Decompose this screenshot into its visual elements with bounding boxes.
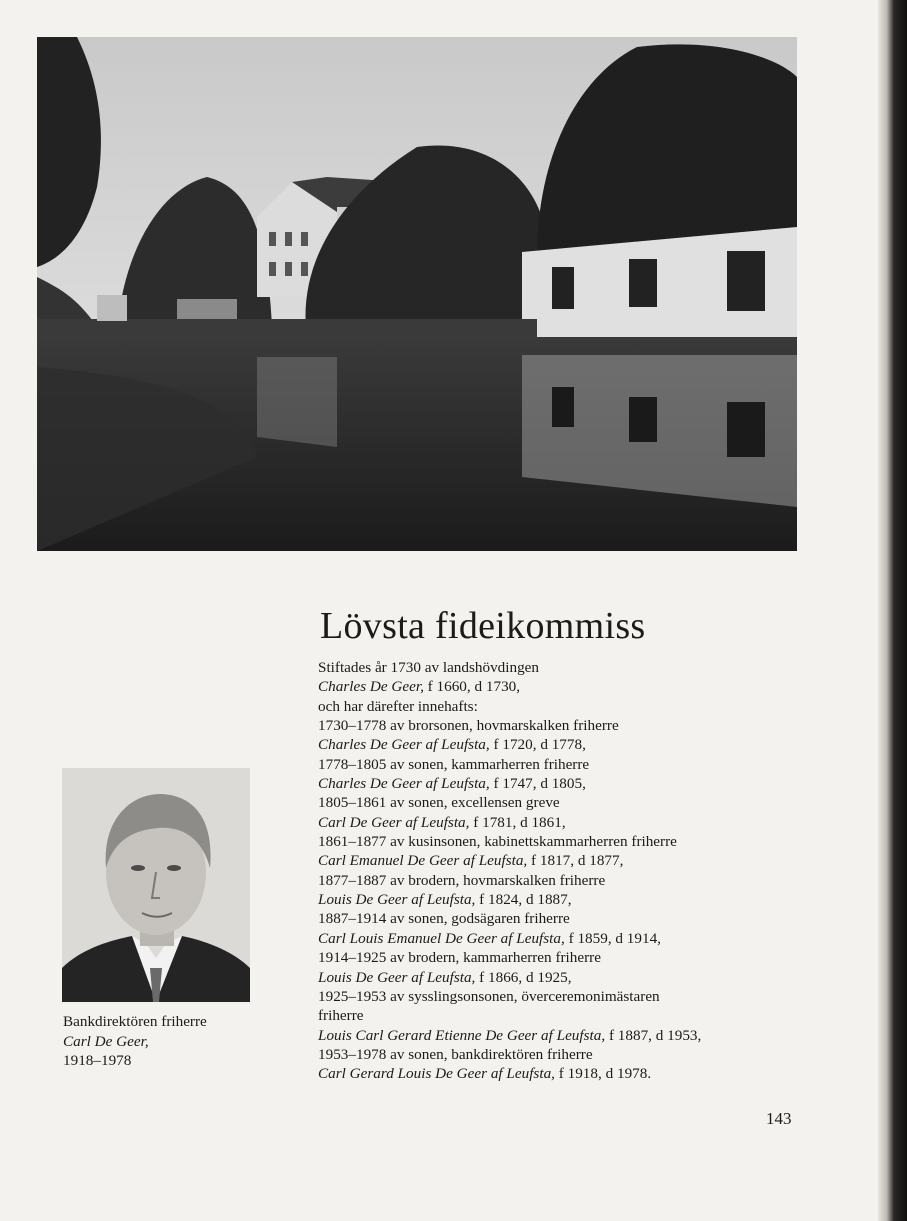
- text-line: Stiftades år 1730 av landshövdingen: [318, 659, 540, 676]
- caption-line: 1918–1978: [63, 1052, 132, 1069]
- page-edge-shadow: [878, 0, 907, 1221]
- page-title: Lövsta fideikommiss: [320, 605, 646, 647]
- text-line: Carl De Geer af Leufsta, f 1781, d 1861,: [318, 813, 566, 831]
- text-line: 1953–1978 av sonen, bankdirektören friherre: [318, 1045, 593, 1063]
- text-line: friherre: [318, 1007, 364, 1025]
- text-line: Charles De Geer, f 1660, d 1730,: [318, 678, 521, 696]
- text-line: och har därefter innehafts:: [318, 697, 478, 715]
- text-line: 1805–1861 av sonen, excellensen greve: [318, 794, 560, 812]
- caption-line: Carl De Geer,: [63, 1032, 149, 1050]
- text-line: 1861–1877 av kusinsonen, kabinettskammarherren friherre: [318, 833, 677, 851]
- text-line: Carl Emanuel De Geer af Leufsta, f 1817, d 1877,: [318, 852, 624, 870]
- text-line: Louis De Geer af Leufsta, f 1866, d 1925,: [318, 968, 572, 986]
- portrait-photo: [62, 768, 250, 1002]
- text-line: Carl Louis Emanuel De Geer af Leufsta, f 1859, d 1914,: [318, 929, 661, 947]
- text-line: Louis De Geer af Leufsta, f 1824, d 1887,: [318, 891, 572, 909]
- text-line: Louis Carl Gerard Etienne De Geer af Leufsta, f 1887, d 1953,: [318, 1026, 702, 1044]
- text-line: Carl Gerard Louis De Geer af Leufsta, f 1918, d 1978.: [318, 1065, 652, 1083]
- portrait-caption: [63, 1012, 263, 1071]
- text-line: Charles De Geer af Leufsta, f 1747, d 1805,: [318, 775, 586, 793]
- caption-line: Bankdirektören friherre: [63, 1013, 207, 1030]
- text-line: 1914–1925 av brodern, kammarherren friherre: [318, 949, 601, 967]
- text-line: Charles De Geer af Leufsta, f 1720, d 1778,: [318, 736, 586, 754]
- text-line: 1887–1914 av sonen, godsägaren friherre: [318, 910, 570, 928]
- text-line: 1877–1887 av brodern, hovmarskalken friherre: [318, 871, 606, 889]
- manor-photo: [37, 37, 797, 551]
- text-line: 1925–1953 av sysslingsonsonen, överceremonimästaren: [318, 987, 660, 1005]
- text-line: 1730–1778 av brorsonen, hovmarskalken friherre: [318, 717, 619, 735]
- succession-list: [318, 658, 788, 1084]
- page-number: 143: [766, 1109, 792, 1128]
- text-line: 1778–1805 av sonen, kammarherren friherre: [318, 755, 590, 773]
